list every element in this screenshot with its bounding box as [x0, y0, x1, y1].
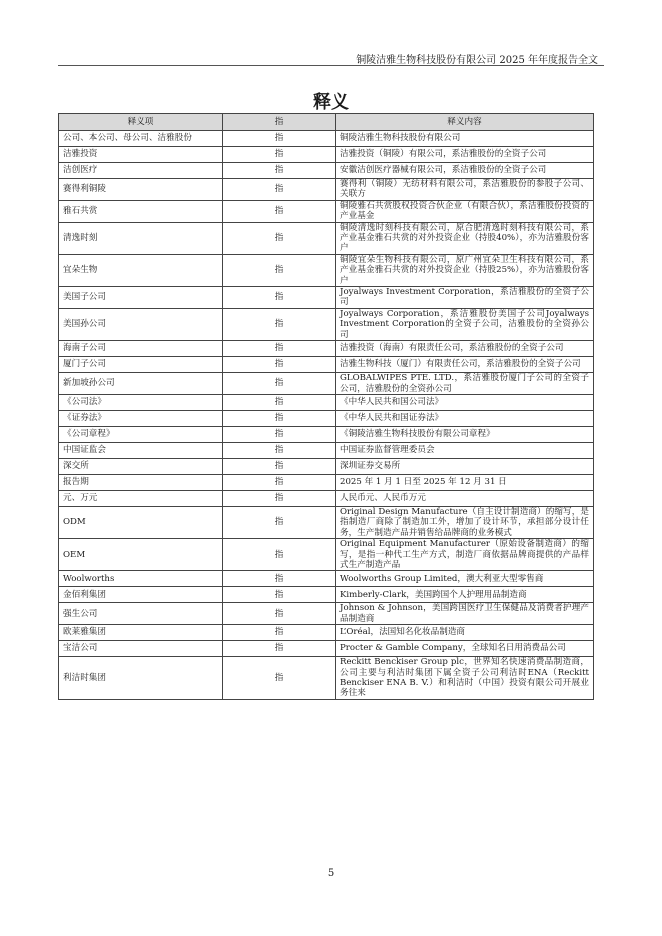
ref-cell: 指 — [223, 506, 336, 538]
definition-cell: 《中华人民共和国公司法》 — [336, 394, 594, 410]
term-cell: 清逸时刻 — [59, 222, 223, 254]
ref-cell: 指 — [223, 587, 336, 603]
definition-cell: GLOBALWIPES PTE. LTD.，系洁雅股份厦门子公司的全资子公司，洁雅股份的全资孙公司 — [336, 373, 594, 395]
term-cell: 《公司法》 — [59, 394, 223, 410]
ref-cell: 指 — [223, 426, 336, 442]
term-cell: 洁雅投资 — [59, 147, 223, 163]
table-row — [59, 394, 594, 410]
table-row — [59, 603, 594, 625]
table-row — [59, 426, 594, 442]
table-row — [59, 458, 594, 474]
term-cell: ODM — [59, 506, 223, 538]
term-cell: OEM — [59, 539, 223, 571]
definition-cell: 赛得利（铜陵）无纺材料有限公司，系洁雅股份的参股子公司、关联方 — [336, 179, 594, 201]
column-header-ref: 指 — [223, 114, 336, 131]
definition-cell: Kimberly-Clark，美国跨国个人护理用品制造商 — [336, 587, 594, 603]
term-cell: 利洁时集团 — [59, 657, 223, 700]
definition-cell: Original Design Manufacture（自主设计制造商）的缩写，是指制造厂商除了制造加工外，增加了设计环节，承担部分设计任务，生产制造产品并销售给品牌商的业务模式 — [336, 506, 594, 538]
page-number: 5 — [327, 868, 335, 879]
definition-cell: 铜陵宜朵生物科技有限公司，原广州宜朵卫生科技有限公司，系产业基金雅石共赏的对外投资企业（持股25%），亦为洁雅股份客户 — [336, 254, 594, 286]
ref-cell: 指 — [223, 287, 336, 309]
term-cell: 中国证监会 — [59, 442, 223, 458]
table-row — [59, 474, 594, 490]
table-row — [59, 179, 594, 201]
table-row — [59, 539, 594, 571]
term-cell: 深交所 — [59, 458, 223, 474]
term-cell: 《证券法》 — [59, 410, 223, 426]
definition-cell: 洁雅投资（铜陵）有限公司，系洁雅股份的全资子公司 — [336, 147, 594, 163]
table-row — [59, 442, 594, 458]
definition-cell: 《中华人民共和国证券法》 — [336, 410, 594, 426]
table-row — [59, 506, 594, 538]
term-cell: 金佰利集团 — [59, 587, 223, 603]
term-cell: 欧莱雅集团 — [59, 625, 223, 641]
table-row — [59, 571, 594, 587]
definition-cell: Procter & Gamble Company，全球知名日用消费品公司 — [336, 641, 594, 657]
table-row — [59, 657, 594, 700]
term-cell: 海南子公司 — [59, 341, 223, 357]
table-row — [59, 625, 594, 641]
ref-cell: 指 — [223, 147, 336, 163]
term-cell: 公司、本公司、母公司、洁雅股份 — [59, 131, 223, 147]
table-row — [59, 641, 594, 657]
ref-cell: 指 — [223, 657, 336, 700]
term-cell: 洁创医疗 — [59, 163, 223, 179]
ref-cell: 指 — [223, 222, 336, 254]
table-row — [59, 147, 594, 163]
definition-cell: 铜陵清逸时刻科技有限公司，原合肥清逸时刻科技有限公司，系产业基金雅石共赏的对外投资企业（持股40%），亦为洁雅股份客户 — [336, 222, 594, 254]
definition-cell: 人民币元、人民币万元 — [336, 490, 594, 506]
table-row — [59, 308, 594, 340]
ref-cell: 指 — [223, 474, 336, 490]
definition-cell: 洁雅生物科技（厦门）有限责任公司，系洁雅股份的全资子公司 — [336, 357, 594, 373]
table-row — [59, 587, 594, 603]
ref-cell: 指 — [223, 603, 336, 625]
ref-cell: 指 — [223, 373, 336, 395]
term-cell: 美国子公司 — [59, 287, 223, 309]
column-header-term: 释义项 — [59, 114, 223, 131]
table-row — [59, 490, 594, 506]
table-row — [59, 357, 594, 373]
table-row — [59, 287, 594, 309]
ref-cell: 指 — [223, 308, 336, 340]
definition-cell: Reckitt Benckiser Group plc，世界知名快速消费品制造商，公司主要与利洁时集团下属全资子公司利洁时ENA（Reckitt Benckiser ENA B. V.）和利洁时（中国）投资有限公司开展业务往来 — [336, 657, 594, 700]
table-row — [59, 410, 594, 426]
ref-cell: 指 — [223, 458, 336, 474]
ref-cell: 指 — [223, 490, 336, 506]
term-cell: 宜朵生物 — [59, 254, 223, 286]
table-row — [59, 163, 594, 179]
header-divider — [58, 65, 604, 66]
term-cell: 赛得利铜陵 — [59, 179, 223, 201]
definition-cell: L’Oréal，法国知名化妆品制造商 — [336, 625, 594, 641]
ref-cell: 指 — [223, 394, 336, 410]
definition-cell: Woolworths Group Limited，澳大利亚大型零售商 — [336, 571, 594, 587]
definition-cell: 2025 年 1 月 1 日至 2025 年 12 月 31 日 — [336, 474, 594, 490]
definition-cell: 《铜陵洁雅生物科技股份有限公司章程》 — [336, 426, 594, 442]
ref-cell: 指 — [223, 410, 336, 426]
table-row — [59, 373, 594, 395]
table-row — [59, 254, 594, 286]
page-title: 释义 — [313, 92, 349, 113]
term-cell: Woolworths — [59, 571, 223, 587]
ref-cell: 指 — [223, 539, 336, 571]
definition-cell: 安徽洁创医疗器械有限公司，系洁雅股份的全资子公司 — [336, 163, 594, 179]
definition-cell: 铜陵洁雅生物科技股份有限公司 — [336, 131, 594, 147]
table-row — [59, 341, 594, 357]
table-header-row — [59, 114, 594, 131]
page-header: 铜陵洁雅生物科技股份有限公司 2025 年年度报告全文 — [356, 55, 598, 66]
term-cell: 雅石共赏 — [59, 200, 223, 222]
definition-cell: Joyalways Investment Corporation，系洁雅股份的全资子公司 — [336, 287, 594, 309]
term-cell: 宝洁公司 — [59, 641, 223, 657]
ref-cell: 指 — [223, 625, 336, 641]
ref-cell: 指 — [223, 200, 336, 222]
ref-cell: 指 — [223, 163, 336, 179]
table-row — [59, 200, 594, 222]
ref-cell: 指 — [223, 179, 336, 201]
definition-cell: Joyalways Corporation，系洁雅股份美国子公司Joyalways Investment Corporation的全资子公司，洁雅股份的全资孙公司 — [336, 308, 594, 340]
term-cell: 元、万元 — [59, 490, 223, 506]
column-header-definition: 释义内容 — [336, 114, 594, 131]
table-row — [59, 222, 594, 254]
term-cell: 报告期 — [59, 474, 223, 490]
table-row — [59, 131, 594, 147]
term-cell: 厦门子公司 — [59, 357, 223, 373]
term-cell: 强生公司 — [59, 603, 223, 625]
ref-cell: 指 — [223, 131, 336, 147]
term-cell: 《公司章程》 — [59, 426, 223, 442]
ref-cell: 指 — [223, 641, 336, 657]
ref-cell: 指 — [223, 442, 336, 458]
term-cell: 新加坡孙公司 — [59, 373, 223, 395]
definition-cell: Johnson & Johnson，美国跨国医疗卫生保健品及消费者护理产品制造商 — [336, 603, 594, 625]
ref-cell: 指 — [223, 571, 336, 587]
definition-cell: 中国证券监督管理委员会 — [336, 442, 594, 458]
ref-cell: 指 — [223, 254, 336, 286]
definition-cell: 洁雅投资（海南）有限责任公司，系洁雅股份的全资子公司 — [336, 341, 594, 357]
definition-cell: Original Equipment Manufacturer（原始设备制造商）的缩写，是指一种代工生产方式，制造厂商依据品牌商提供的产品样式生产制造产品 — [336, 539, 594, 571]
definition-cell: 深圳证券交易所 — [336, 458, 594, 474]
ref-cell: 指 — [223, 357, 336, 373]
ref-cell: 指 — [223, 341, 336, 357]
definitions-table — [58, 113, 594, 700]
term-cell: 美国孙公司 — [59, 308, 223, 340]
definition-cell: 铜陵雅石共赏股权投资合伙企业（有限合伙），系洁雅股份投资的产业基金 — [336, 200, 594, 222]
